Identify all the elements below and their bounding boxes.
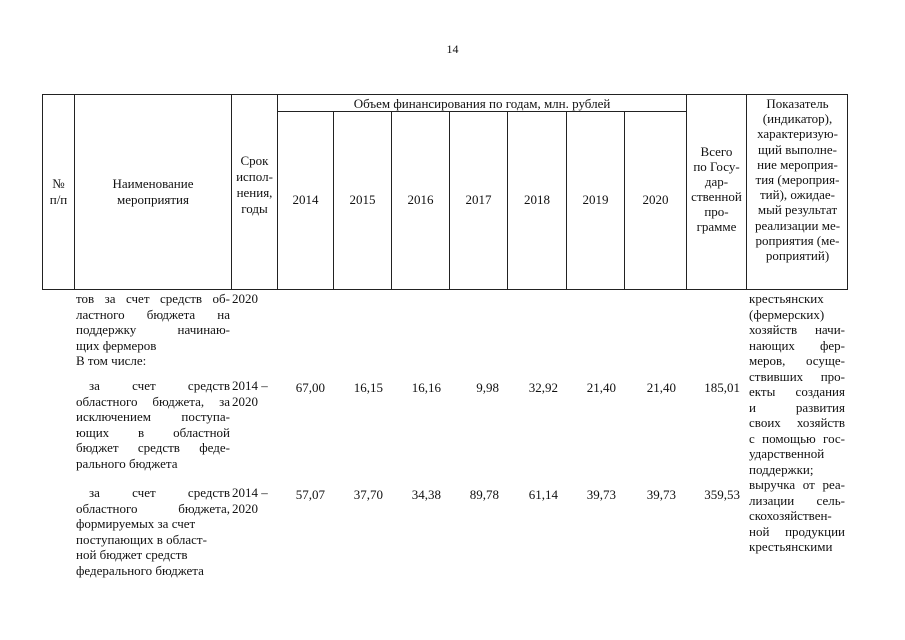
text-line: своих хозяйств: [749, 415, 845, 430]
text-line: лизации сель-: [749, 492, 845, 508]
text-line: щих фермеров: [76, 337, 157, 353]
row2-value-2019: 39,73: [586, 487, 616, 502]
row1-total: 185,01: [704, 380, 740, 395]
text-line: ударственной: [749, 446, 825, 461]
text-line: тов за счет средств об-: [76, 291, 230, 306]
row2-total: 359,53: [704, 487, 740, 502]
header-number: № п/п: [49, 176, 68, 207]
text-line: и развития: [749, 399, 845, 415]
text-line: крестьянских: [749, 291, 824, 306]
text-line: федерального бюджета: [76, 562, 204, 578]
header-year: 2014: [292, 192, 319, 207]
text-line: бюджет средств феде-: [76, 440, 230, 455]
header-term: Срок испол- нения, годы: [236, 153, 273, 216]
subheading: В том числе:: [76, 353, 147, 368]
text-line: ной бюджет средств: [76, 547, 188, 562]
row1-value-2014: 67,00: [295, 380, 325, 395]
row2-value-2020: 39,73: [646, 487, 676, 502]
page-number: 14: [446, 42, 459, 56]
text-line: за счет средств: [89, 378, 230, 393]
header-indicator: Показатель (индикатор), характеризую- щий выполне- ние мероприя- тия (мероприя- тий), ожидае- мый результат реализации ме- роприятия (ме- роприятий): [754, 96, 841, 264]
row2-value-2017: 89,78: [469, 487, 499, 502]
header-name: Наименование мероприятия: [112, 176, 194, 207]
header-year: 2018: [524, 192, 550, 207]
header-total: Всего по Госу- дар- ственной про- грамме: [691, 144, 742, 234]
row2-value-2015: 37,70: [353, 487, 383, 502]
row1-value-2016: 16,16: [411, 380, 441, 395]
text-line: областного бюджета,: [76, 500, 230, 516]
row2-value-2018: 61,14: [528, 487, 558, 502]
text-line: исключением поступа-: [76, 409, 230, 424]
row1-term-end: 2020: [232, 393, 258, 409]
text-line: (фермерских): [749, 306, 825, 322]
header-funding-group: Объем финансирования по годам, млн. рублей: [353, 96, 611, 111]
row2-term-start: 2014 –: [232, 485, 268, 500]
text-line: крестьянскими: [749, 539, 833, 554]
text-line: меров, осуще-: [749, 353, 845, 368]
header-year: 2017: [465, 192, 492, 207]
row1-value-2019: 21,40: [586, 380, 616, 395]
row2-term-end: 2020: [232, 500, 258, 516]
text-line: скохозяйствен-: [749, 508, 832, 523]
text-line: рального бюджета: [76, 455, 178, 471]
text-line: ющих в областной: [76, 424, 230, 440]
continuation-term: 2020: [232, 291, 258, 306]
text-line: с помощью гос-: [749, 430, 845, 446]
text-line: ластного бюджета на: [76, 306, 230, 322]
header-year: 2020: [642, 192, 669, 207]
text-line: поддержку начинаю-: [76, 322, 230, 337]
text-line: областного бюджета, за: [76, 393, 230, 409]
text-line: поддержки;: [749, 461, 814, 477]
text-line: за счет средств: [89, 485, 230, 500]
row1-value-2020: 21,40: [646, 380, 676, 395]
header-year: 2016: [407, 192, 434, 207]
row2-value-2014: 57,07: [295, 487, 325, 502]
row2-value-2016: 34,38: [411, 487, 441, 502]
text-line: нающих фер-: [749, 337, 845, 353]
text-line: поступающих в област-: [76, 531, 207, 547]
text-line: ствивших про-: [749, 368, 845, 384]
row1-value-2018: 32,92: [528, 380, 558, 395]
header-year: 2015: [349, 192, 376, 207]
row1-value-2017: 9,98: [476, 380, 499, 395]
text-line: формируемых за счет: [76, 516, 196, 531]
text-line: ной продукции: [749, 523, 845, 539]
row1-value-2015: 16,15: [353, 380, 383, 395]
row1-term-start: 2014 –: [232, 378, 268, 393]
header-year: 2019: [582, 192, 609, 207]
text-line: хозяйств начи-: [749, 322, 845, 337]
text-line: выручка от реа-: [749, 477, 845, 492]
text-line: екты создания: [749, 384, 845, 399]
